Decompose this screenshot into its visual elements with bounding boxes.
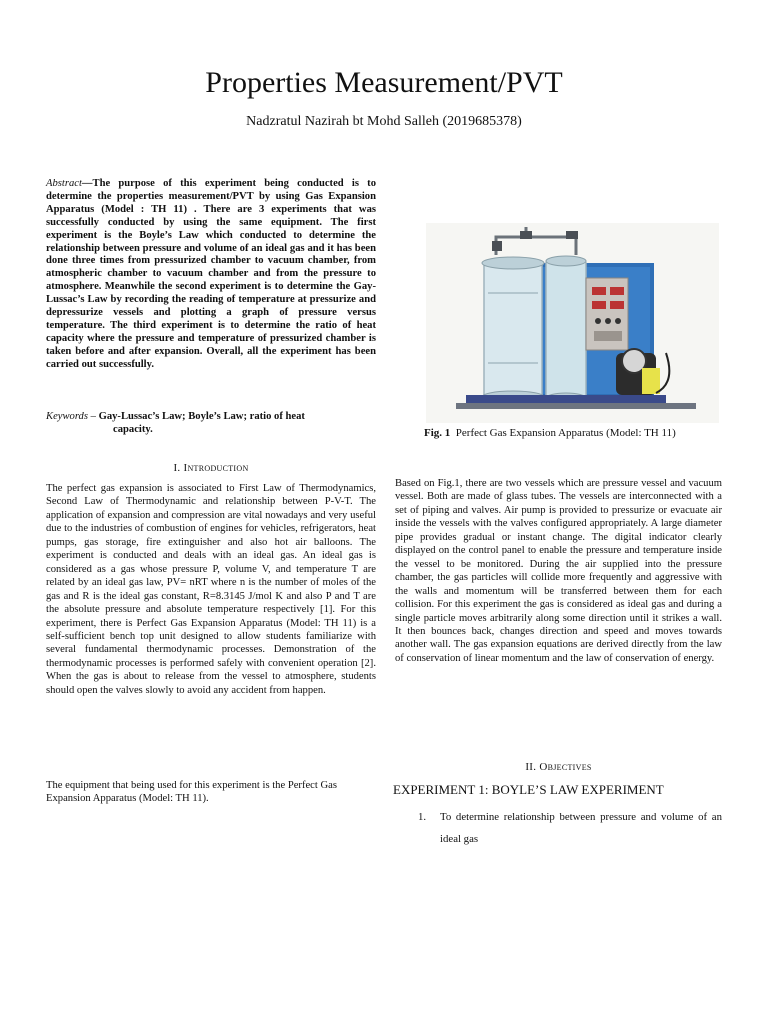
figure-label: Fig. 1: [424, 427, 451, 439]
abstract: [46, 178, 376, 372]
abstract-text: The purpose of this experiment being conducted is to determine the properties measurement/PVT by using Gas Expansion Apparatus (Model : TH 11) . There are 3 experiments that was successfully conducted by using the same equipment. The first experiment is the Boyle’s Law which conducted to determine the relationship between pressure and volume of an ideal gas and it has been done three times from pressurized chamber to vacuum chamber, from atmospheric chamber to vacuum chamber and from the pressure to atmosphere. Meanwhile the second experiment is to determine the Gay-Lussac’s Law by recording the reading of temperature at pressurize and depressurize vessels and plotting a graph of pressure versus temperature. The third experiment is to determine the ratio of heat capacity where the pressure and temperature of pressurized chamber is taken before and after expansion. Overall, all the experiment has been carried out successfully.: [46, 178, 376, 370]
author-line: Nadzratul Nazirah bt Mohd Salleh (2019685378): [246, 114, 522, 129]
abstract-label: Abstract: [46, 178, 82, 189]
experiment-1-heading: EXPERIMENT 1: BOYLE’S LAW EXPERIMENT: [393, 782, 664, 797]
figure-apparatus-photo: [426, 223, 719, 423]
apparatus-illustration: [426, 223, 719, 423]
keywords: [46, 410, 376, 436]
keywords-label: Keywords: [46, 411, 88, 422]
section-heading-introduction: I. Introduction: [173, 462, 249, 474]
section-heading-objectives: II. Objectives: [525, 761, 592, 773]
keywords-line-1: Gay-Lussac’s Law; Boyle’s Law; ratio of heat: [98, 411, 305, 422]
keywords-line-2: capacity.: [113, 424, 153, 435]
intro-paragraph-1: The perfect gas expansion is associated to First Law of Thermodynamics, Second Law of Thermodynamic and relationship between P-V-T. The application of expansion and compression are vital nowadays and very useful due to the industries of combustion of engines for vehicles, refrigerators, heat pumps, gas storage, fire extinguisher and also hot air balloons. The experiment is conducted and deals with an ideal gas. An ideal gas is considered as a gas whose pressure P, volume V, and temperature T are related by an ideal gas law, PV= nRT where n is the number of moles of the gas and R is the ideal gas constant, R=8.3145 J/mol K and also P and T are the absolute pressure and absolute temperature respectively [1]. For this experiment, there is Perfect Gas Expansion Apparatus (Model: TH 11) is a self-sufficient bench top unit designed to allow students familiarize with several fundamental thermodynamic processes. Demonstration of the thermodynamic processes is performed safely with convenient operation [2]. When the gas is about to release from the vessel to atmosphere, students should open the valves slowly to avoid any accident from happen.: [46, 483, 376, 696]
abstract-dash: —: [81, 178, 93, 189]
objective-item-1: [418, 806, 722, 850]
objective-number: 1.: [418, 811, 427, 823]
figure-caption: [424, 427, 724, 439]
apparatus-description-paragraph: Based on Fig.1, there are two vessels which are pressure vessel and vacuum vessel. Both are made of glass tubes. The vessels are interconnected with a set of piping and valves. Air pump is provided to pressurize or evacuate air inside the vessels with the valves configured appropriately. A large diameter pipe provides gradual or instant change. The digital indicator clearly displayed on the control panel to enable the pressure and temperature inside the vessel to be monitored. During the air supplied into the pressure chamber, the gas particles will collide more frequently and aggressive with the walls and momentum will be transferred between them for each collision. For this experiment the gas is considered as ideal gas and during a single particle moves arbitrarily along some direction until it strikes a wall. It then bounces back, changes direction and speed and moves towards another wall. The gas expansion equations are derived directly from the law of conservation of linear momentum and the law of conservation of energy.: [395, 478, 722, 664]
keywords-separator: –: [87, 411, 99, 422]
figure-caption-text: Perfect Gas Expansion Apparatus (Model: TH 11): [455, 427, 676, 439]
paper-title: Properties Measurement/PVT: [205, 66, 563, 99]
objective-text: To determine relationship between pressure and volume of an ideal gas: [440, 811, 722, 845]
intro-paragraph-2: The equipment that being used for this experiment is the Perfect Gas Expansion Apparatus (Model: TH 11).: [46, 780, 337, 805]
